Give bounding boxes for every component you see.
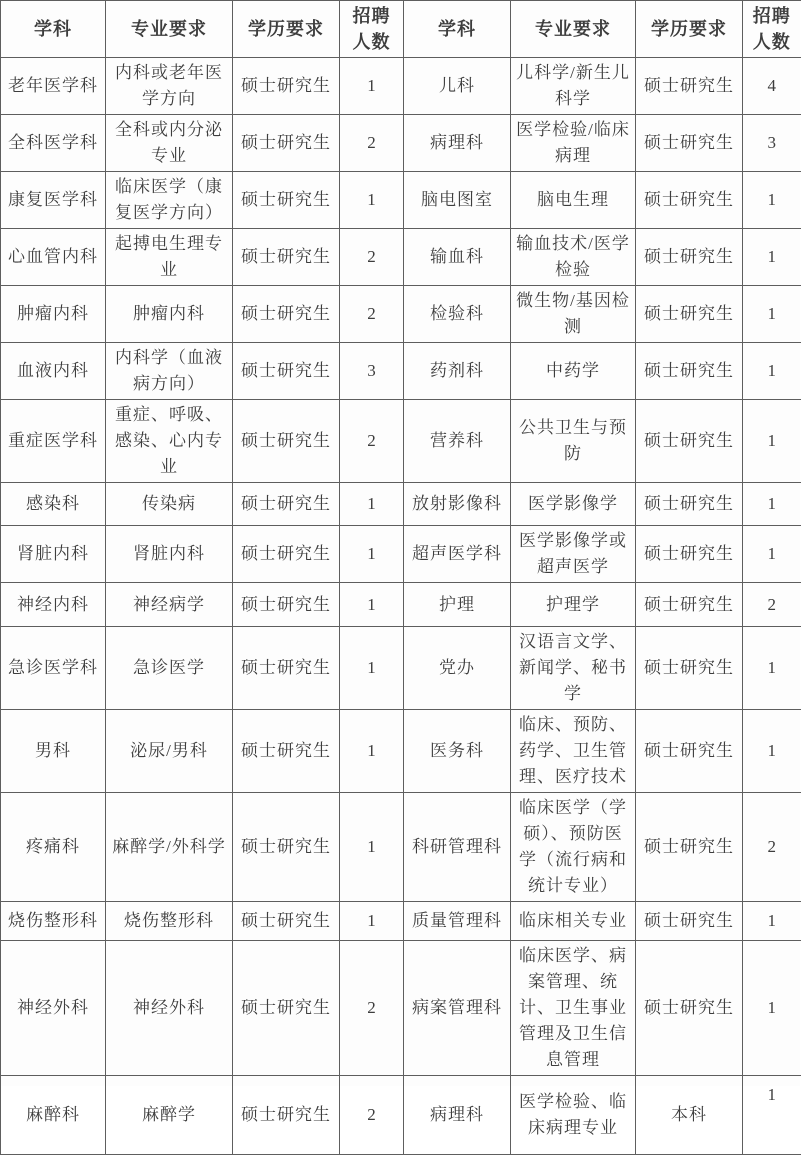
cell-recruit-count: 3 (743, 115, 801, 172)
cell-discipline: 康复医学科 (1, 172, 106, 229)
cell-discipline: 疼痛科 (1, 793, 106, 902)
cell-discipline: 质量管理科 (404, 902, 511, 941)
cell-education-requirement: 硕士研究生 (233, 793, 340, 902)
cell-discipline: 超声医学科 (404, 526, 511, 583)
cell-major-requirement: 临床医学（学硕）、预防医学（流行病和统计专业） (511, 793, 636, 902)
cell-education-requirement: 硕士研究生 (636, 172, 743, 229)
cell-recruit-count: 1 (743, 1076, 801, 1155)
cell-major-requirement: 医学检验/临床病理 (511, 115, 636, 172)
cell-major-requirement: 起搏电生理专业 (106, 229, 233, 286)
cell-major-requirement: 麻醉学 (106, 1076, 233, 1155)
cell-discipline: 烧伤整形科 (1, 902, 106, 941)
cell-major-requirement: 重症、呼吸、感染、心内专业 (106, 400, 233, 483)
cell-major-requirement: 输血技术/医学检验 (511, 229, 636, 286)
cell-education-requirement: 硕士研究生 (636, 400, 743, 483)
cell-education-requirement: 硕士研究生 (636, 286, 743, 343)
cell-recruit-count: 1 (340, 526, 404, 583)
cell-major-requirement: 微生物/基因检测 (511, 286, 636, 343)
cell-education-requirement: 硕士研究生 (636, 526, 743, 583)
cell-recruit-count: 1 (340, 627, 404, 710)
cell-major-requirement: 脑电生理 (511, 172, 636, 229)
cell-education-requirement: 硕士研究生 (636, 941, 743, 1076)
cell-recruit-count: 1 (340, 793, 404, 902)
header-major-requirement: 专业要求 (511, 1, 636, 58)
cell-major-requirement: 神经外科 (106, 941, 233, 1076)
cell-recruit-count: 3 (340, 343, 404, 400)
header-discipline: 学科 (1, 1, 106, 58)
cell-recruit-count: 1 (340, 583, 404, 627)
table-header (1, 1, 801, 58)
cell-education-requirement: 硕士研究生 (233, 627, 340, 710)
cell-education-requirement: 硕士研究生 (233, 400, 340, 483)
header-discipline: 学科 (404, 1, 511, 58)
cell-discipline: 全科医学科 (1, 115, 106, 172)
cell-education-requirement: 硕士研究生 (233, 115, 340, 172)
cell-recruit-count: 1 (743, 172, 801, 229)
cell-major-requirement: 肿瘤内科 (106, 286, 233, 343)
cell-discipline: 脑电图室 (404, 172, 511, 229)
table-body (1, 58, 801, 1155)
header-recruit-count: 招聘人数 (340, 1, 404, 58)
table-row (1, 286, 801, 343)
cell-discipline: 病理科 (404, 1076, 511, 1155)
cell-recruit-count: 2 (340, 286, 404, 343)
cell-major-requirement: 传染病 (106, 483, 233, 526)
cell-major-requirement: 临床、预防、药学、卫生管理、医疗技术 (511, 710, 636, 793)
cell-recruit-count: 1 (743, 710, 801, 793)
cell-recruit-count: 1 (340, 483, 404, 526)
table-row (1, 400, 801, 483)
cell-recruit-count: 1 (743, 343, 801, 400)
cell-discipline: 检验科 (404, 286, 511, 343)
table-row (1, 627, 801, 710)
cell-recruit-count: 1 (743, 902, 801, 941)
cell-education-requirement: 硕士研究生 (636, 483, 743, 526)
cell-education-requirement: 硕士研究生 (233, 286, 340, 343)
table-row (1, 172, 801, 229)
cell-discipline: 血液内科 (1, 343, 106, 400)
cell-recruit-count: 2 (743, 583, 801, 627)
cell-recruit-count: 1 (340, 710, 404, 793)
cell-education-requirement: 硕士研究生 (636, 710, 743, 793)
cell-recruit-count: 2 (340, 229, 404, 286)
cell-education-requirement: 硕士研究生 (233, 229, 340, 286)
table-row (1, 229, 801, 286)
cell-discipline: 神经内科 (1, 583, 106, 627)
table-row (1, 58, 801, 115)
table-row (1, 1076, 801, 1155)
cell-education-requirement: 硕士研究生 (233, 710, 340, 793)
cell-discipline: 科研管理科 (404, 793, 511, 902)
cell-discipline: 肾脏内科 (1, 526, 106, 583)
cell-recruit-count: 1 (743, 526, 801, 583)
header-major-requirement: 专业要求 (106, 1, 233, 58)
cell-discipline: 医务科 (404, 710, 511, 793)
cell-discipline: 药剂科 (404, 343, 511, 400)
table-row (1, 793, 801, 902)
cell-education-requirement: 硕士研究生 (636, 58, 743, 115)
cell-major-requirement: 护理学 (511, 583, 636, 627)
cell-education-requirement: 硕士研究生 (233, 941, 340, 1076)
cell-education-requirement: 硕士研究生 (233, 1076, 340, 1155)
cell-discipline: 营养科 (404, 400, 511, 483)
cell-discipline: 急诊医学科 (1, 627, 106, 710)
cell-discipline: 肿瘤内科 (1, 286, 106, 343)
cell-education-requirement: 硕士研究生 (233, 343, 340, 400)
header-education-requirement: 学历要求 (636, 1, 743, 58)
cell-education-requirement: 硕士研究生 (636, 115, 743, 172)
cell-education-requirement: 硕士研究生 (636, 343, 743, 400)
cell-education-requirement: 硕士研究生 (233, 526, 340, 583)
cell-recruit-count: 4 (743, 58, 801, 115)
cell-recruit-count: 1 (743, 483, 801, 526)
cell-major-requirement: 烧伤整形科 (106, 902, 233, 941)
header-recruit-count: 招聘人数 (743, 1, 801, 58)
cell-major-requirement: 儿科学/新生儿科学 (511, 58, 636, 115)
header-row (1, 1, 801, 58)
table-row (1, 526, 801, 583)
cell-discipline: 儿科 (404, 58, 511, 115)
table-row (1, 710, 801, 793)
cell-discipline: 男科 (1, 710, 106, 793)
cell-discipline: 神经外科 (1, 941, 106, 1076)
cell-education-requirement: 本科 (636, 1076, 743, 1155)
cell-education-requirement: 硕士研究生 (233, 172, 340, 229)
cell-education-requirement: 硕士研究生 (636, 229, 743, 286)
cell-major-requirement: 泌尿/男科 (106, 710, 233, 793)
cell-major-requirement: 麻醉学/外科学 (106, 793, 233, 902)
cell-recruit-count: 2 (340, 400, 404, 483)
cell-discipline: 感染科 (1, 483, 106, 526)
cell-education-requirement: 硕士研究生 (233, 58, 340, 115)
cell-education-requirement: 硕士研究生 (636, 793, 743, 902)
table-row (1, 115, 801, 172)
cell-recruit-count: 2 (340, 941, 404, 1076)
cell-education-requirement: 硕士研究生 (636, 902, 743, 941)
cell-recruit-count: 1 (743, 286, 801, 343)
cell-education-requirement: 硕士研究生 (233, 483, 340, 526)
cell-major-requirement: 医学检验、临床病理专业 (511, 1076, 636, 1155)
table-row (1, 941, 801, 1076)
cell-education-requirement: 硕士研究生 (636, 627, 743, 710)
cell-major-requirement: 医学影像学或超声医学 (511, 526, 636, 583)
cell-discipline: 输血科 (404, 229, 511, 286)
cell-major-requirement: 内科学（血液病方向） (106, 343, 233, 400)
table-row (1, 902, 801, 941)
cell-recruit-count: 2 (340, 1076, 404, 1155)
cell-major-requirement: 中药学 (511, 343, 636, 400)
cell-discipline: 护理 (404, 583, 511, 627)
cell-discipline: 老年医学科 (1, 58, 106, 115)
cell-recruit-count: 2 (743, 793, 801, 902)
header-education-requirement: 学历要求 (233, 1, 340, 58)
cell-major-requirement: 汉语言文学、新闻学、秘书学 (511, 627, 636, 710)
cell-discipline: 心血管内科 (1, 229, 106, 286)
cell-recruit-count: 1 (743, 400, 801, 483)
cell-discipline: 重症医学科 (1, 400, 106, 483)
cell-recruit-count: 1 (743, 627, 801, 710)
cell-major-requirement: 公共卫生与预防 (511, 400, 636, 483)
cell-major-requirement: 肾脏内科 (106, 526, 233, 583)
cell-major-requirement: 医学影像学 (511, 483, 636, 526)
cell-recruit-count: 1 (743, 941, 801, 1076)
cell-major-requirement: 临床医学（康复医学方向） (106, 172, 233, 229)
cell-recruit-count: 1 (340, 172, 404, 229)
cell-discipline: 病案管理科 (404, 941, 511, 1076)
cell-major-requirement: 神经病学 (106, 583, 233, 627)
cell-discipline: 党办 (404, 627, 511, 710)
cell-recruit-count: 1 (743, 229, 801, 286)
cell-education-requirement: 硕士研究生 (636, 583, 743, 627)
cell-major-requirement: 临床相关专业 (511, 902, 636, 941)
cell-recruit-count: 2 (340, 115, 404, 172)
cell-major-requirement: 临床医学、病案管理、统计、卫生事业管理及卫生信息管理 (511, 941, 636, 1076)
cell-major-requirement: 急诊医学 (106, 627, 233, 710)
cell-recruit-count: 1 (340, 58, 404, 115)
table-row (1, 343, 801, 400)
cell-discipline: 放射影像科 (404, 483, 511, 526)
cell-recruit-count: 1 (340, 902, 404, 941)
cell-discipline: 麻醉科 (1, 1076, 106, 1155)
cell-major-requirement: 内科或老年医学方向 (106, 58, 233, 115)
table-row (1, 583, 801, 627)
table-row (1, 483, 801, 526)
cell-education-requirement: 硕士研究生 (233, 902, 340, 941)
cell-education-requirement: 硕士研究生 (233, 583, 340, 627)
cell-major-requirement: 全科或内分泌专业 (106, 115, 233, 172)
cell-discipline: 病理科 (404, 115, 511, 172)
